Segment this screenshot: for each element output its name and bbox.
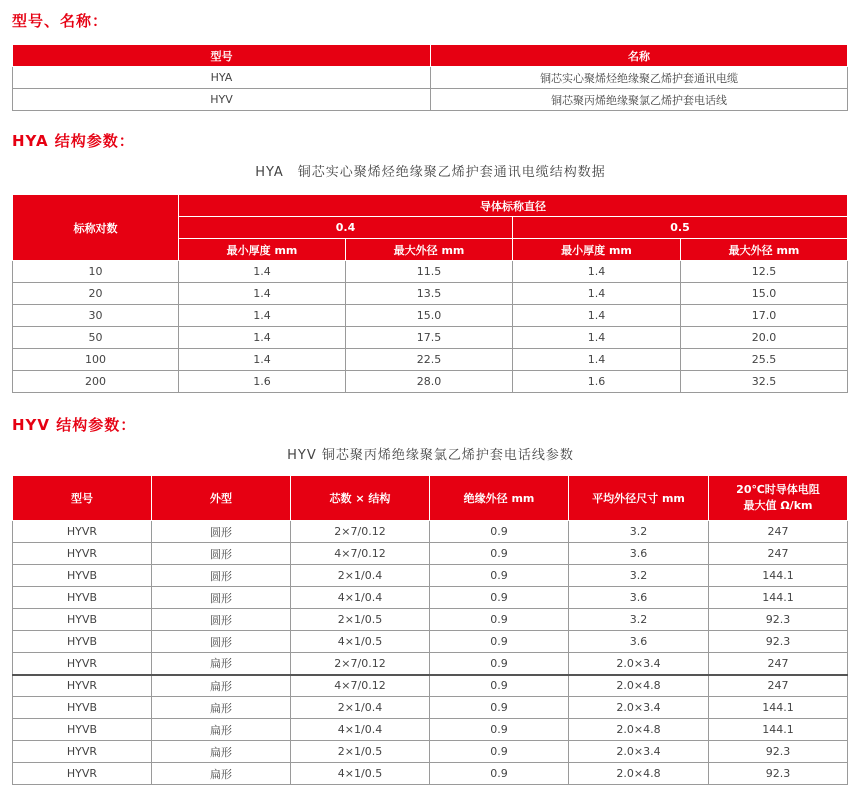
table-cell: 2.0×3.4 <box>569 697 709 719</box>
table-cell: 92.3 <box>709 741 848 763</box>
table-cell: 10 <box>13 261 179 283</box>
table-row <box>13 631 848 653</box>
table-cell: 0.9 <box>430 719 569 741</box>
table-cell: 92.3 <box>709 631 848 653</box>
table-cell: 1.4 <box>179 261 346 283</box>
header-max-diameter: 最大外径 mm <box>681 239 848 261</box>
table-cell: 扁形 <box>152 653 291 675</box>
table-cell: 247 <box>709 543 848 565</box>
header-conductor-resistance <box>709 476 848 521</box>
table-cell: 15.0 <box>346 305 513 327</box>
table-cell: 50 <box>13 327 179 349</box>
table-cell: 0.9 <box>430 675 569 697</box>
table-cell: 247 <box>709 521 848 543</box>
header-pair-count: 标称对数 <box>13 195 179 261</box>
section-title-hya: HYA 结构参数： <box>12 132 135 150</box>
table-cell: 扁形 <box>152 763 291 785</box>
table-cell: 1.4 <box>179 283 346 305</box>
table-cell: 3.2 <box>569 565 709 587</box>
header-insulation-diameter: 绝缘外径 mm <box>430 476 569 521</box>
table-cell: 圆形 <box>152 521 291 543</box>
table-row <box>13 565 848 587</box>
table-cell: 28.0 <box>346 371 513 393</box>
header-min-thickness: 最小厚度 mm <box>179 239 346 261</box>
table-cell: 4×1/0.4 <box>291 587 430 609</box>
table-cell: HYVR <box>13 653 152 675</box>
table-cell: 1.6 <box>513 371 681 393</box>
models-table <box>12 44 848 111</box>
table-row <box>13 371 848 393</box>
table-cell: 0.9 <box>430 609 569 631</box>
table-cell: 2×7/0.12 <box>291 521 430 543</box>
table-cell: 0.9 <box>430 653 569 675</box>
table-row <box>13 327 848 349</box>
table-cell: 92.3 <box>709 609 848 631</box>
table-row <box>13 587 848 609</box>
table-cell: 0.9 <box>430 587 569 609</box>
table-cell: 2.0×3.4 <box>569 741 709 763</box>
table-row <box>13 89 848 111</box>
section-title-models: 型号、名称： <box>12 12 109 30</box>
table-cell: HYVB <box>13 719 152 741</box>
table-row <box>13 67 848 89</box>
header-diameter-04: 0.4 <box>179 217 513 239</box>
cell: 铜芯聚丙烯绝缘聚氯乙烯护套电话线 <box>431 89 848 111</box>
table-cell: 144.1 <box>709 719 848 741</box>
table-cell: 扁形 <box>152 719 291 741</box>
hya-structure-table <box>12 194 848 393</box>
table-cell: 3.6 <box>569 631 709 653</box>
table-cell: 2.0×3.4 <box>569 653 709 675</box>
table-row <box>13 543 848 565</box>
table-cell: 11.5 <box>346 261 513 283</box>
table-row <box>13 609 848 631</box>
table-cell: 0.9 <box>430 763 569 785</box>
hyv-table-caption: HYV 铜芯聚丙烯绝缘聚氯乙烯护套电话线参数 <box>287 448 574 463</box>
table-cell: 25.5 <box>681 349 848 371</box>
table-cell: 100 <box>13 349 179 371</box>
table-row <box>13 763 848 785</box>
table-cell: HYVB <box>13 697 152 719</box>
table-cell: 247 <box>709 653 848 675</box>
table-cell: 200 <box>13 371 179 393</box>
table-cell: 0.9 <box>430 521 569 543</box>
table-cell: 2.0×4.8 <box>569 763 709 785</box>
table-cell: 圆形 <box>152 609 291 631</box>
table-cell: 4×7/0.12 <box>291 543 430 565</box>
table-cell: 247 <box>709 675 848 697</box>
table-cell: 1.4 <box>513 261 681 283</box>
table-cell: 4×7/0.12 <box>291 675 430 697</box>
table-row <box>13 719 848 741</box>
header-model: 型号 <box>13 45 431 67</box>
table-row <box>13 697 848 719</box>
table-cell: 20 <box>13 283 179 305</box>
table-cell: 2×1/0.4 <box>291 565 430 587</box>
table-cell: 3.6 <box>569 587 709 609</box>
table-cell: 1.4 <box>513 305 681 327</box>
header-model: 型号 <box>13 476 152 521</box>
table-cell: 12.5 <box>681 261 848 283</box>
table-cell: 0.9 <box>430 631 569 653</box>
table-cell: HYVR <box>13 741 152 763</box>
table-row <box>13 741 848 763</box>
table-cell: 1.4 <box>179 327 346 349</box>
table-cell: 2×1/0.4 <box>291 697 430 719</box>
table-cell: 17.5 <box>346 327 513 349</box>
table-cell: 92.3 <box>709 763 848 785</box>
header-cores-structure: 芯数 × 结构 <box>291 476 430 521</box>
table-cell: 扁形 <box>152 697 291 719</box>
table-cell: 2.0×4.8 <box>569 675 709 697</box>
table-cell: 3.2 <box>569 521 709 543</box>
table-cell: 圆形 <box>152 565 291 587</box>
table-cell: 144.1 <box>709 587 848 609</box>
table-cell: 1.6 <box>179 371 346 393</box>
table-cell: HYVR <box>13 675 152 697</box>
table-cell: 圆形 <box>152 631 291 653</box>
table-cell: HYVR <box>13 543 152 565</box>
table-cell: 0.9 <box>430 543 569 565</box>
header-diameter-05: 0.5 <box>513 217 848 239</box>
header-min-thickness: 最小厚度 mm <box>513 239 681 261</box>
section-title-hyv: HYV 结构参数： <box>12 416 137 434</box>
table-cell: 0.9 <box>430 565 569 587</box>
table-row <box>13 305 848 327</box>
table-cell: 15.0 <box>681 283 848 305</box>
table-cell: 1.4 <box>513 327 681 349</box>
table-cell: 22.5 <box>346 349 513 371</box>
table-cell: 20.0 <box>681 327 848 349</box>
table-cell: HYVB <box>13 587 152 609</box>
table-cell: 扁形 <box>152 675 291 697</box>
table-cell: 144.1 <box>709 565 848 587</box>
table-cell: 2×1/0.5 <box>291 741 430 763</box>
table-cell: 30 <box>13 305 179 327</box>
hyv-structure-table <box>12 475 848 785</box>
table-cell: 扁形 <box>152 741 291 763</box>
hya-table-caption: HYA 铜芯实心聚烯烃绝缘聚乙烯护套通讯电缆结构数据 <box>255 165 606 180</box>
table-cell: 0.9 <box>430 697 569 719</box>
table-cell: 1.4 <box>179 349 346 371</box>
header-resistance-line1: 20℃时导体电阻 <box>736 483 820 496</box>
table-cell: 4×1/0.4 <box>291 719 430 741</box>
table-cell: 3.2 <box>569 609 709 631</box>
table-cell: HYVB <box>13 565 152 587</box>
table-row <box>13 653 848 675</box>
cell: 铜芯实心聚烯烃绝缘聚乙烯护套通讯电缆 <box>431 67 848 89</box>
header-max-diameter: 最大外径 mm <box>346 239 513 261</box>
table-cell: 圆形 <box>152 587 291 609</box>
table-cell: 32.5 <box>681 371 848 393</box>
table-cell: 1.4 <box>513 283 681 305</box>
table-cell: 13.5 <box>346 283 513 305</box>
table-cell: 1.4 <box>179 305 346 327</box>
table-cell: 144.1 <box>709 697 848 719</box>
header-name: 名称 <box>431 45 848 67</box>
table-cell: HYVR <box>13 521 152 543</box>
table-cell: HYVB <box>13 609 152 631</box>
table-cell: 0.9 <box>430 741 569 763</box>
table-cell: 圆形 <box>152 543 291 565</box>
table-cell: 2×7/0.12 <box>291 653 430 675</box>
cell: HYA <box>13 67 431 89</box>
table-cell: 4×1/0.5 <box>291 763 430 785</box>
table-row <box>13 261 848 283</box>
table-cell: 2.0×4.8 <box>569 719 709 741</box>
header-shape: 外型 <box>152 476 291 521</box>
header-avg-outer-diameter: 平均外径尺寸 mm <box>569 476 709 521</box>
table-row <box>13 283 848 305</box>
table-cell: HYVB <box>13 631 152 653</box>
header-conductor-diameter: 导体标称直径 <box>179 195 848 217</box>
table-cell: 17.0 <box>681 305 848 327</box>
header-resistance-line2: 最大值 Ω/km <box>743 499 813 512</box>
table-cell: 4×1/0.5 <box>291 631 430 653</box>
table-row <box>13 675 848 697</box>
table-cell: 3.6 <box>569 543 709 565</box>
table-cell: 2×1/0.5 <box>291 609 430 631</box>
table-cell: HYVR <box>13 763 152 785</box>
table-row <box>13 349 848 371</box>
table-row <box>13 521 848 543</box>
cell: HYV <box>13 89 431 111</box>
table-cell: 1.4 <box>513 349 681 371</box>
